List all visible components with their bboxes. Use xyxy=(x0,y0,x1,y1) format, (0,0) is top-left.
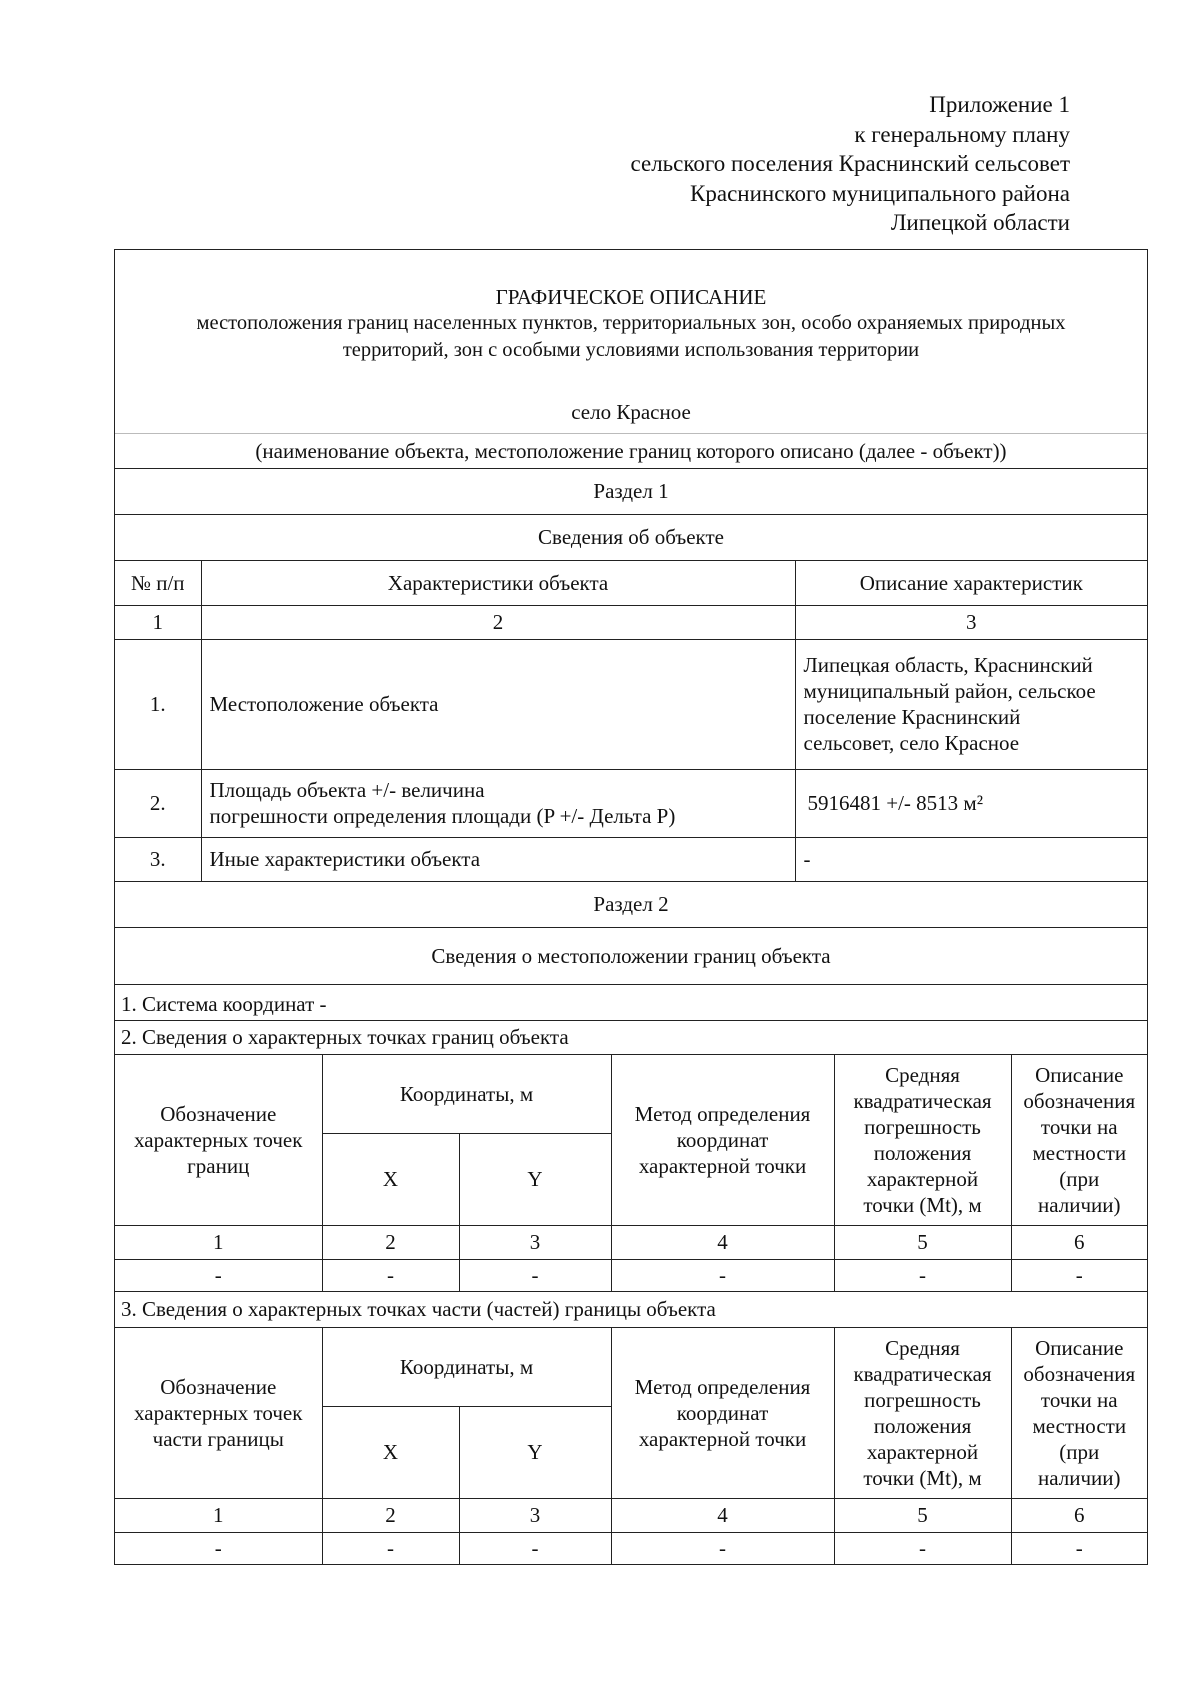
row-characteristic xyxy=(201,639,795,769)
col-header-x: X xyxy=(322,1133,459,1225)
cell-line: муниципальный район, сельское xyxy=(803,679,1096,703)
table-cell: - xyxy=(834,1259,1011,1291)
table-row xyxy=(115,837,1147,881)
cell-line: погрешности определения площади (P +/- Дельта P) xyxy=(209,804,676,828)
table-cell: - xyxy=(1011,1259,1147,1291)
document-frame xyxy=(114,249,1148,1565)
row-number: 1. xyxy=(115,639,201,769)
cell-line: сельсовет, село Красное xyxy=(803,731,1020,755)
object-name: село Красное xyxy=(571,400,691,424)
section2-label: Раздел 2 xyxy=(115,882,1147,928)
document-subtitle-2: территорий, зон с особыми условиями использования территории xyxy=(342,339,920,361)
col-header-method: Метод определения координат характерной точки xyxy=(611,1055,834,1225)
title-block xyxy=(115,250,1147,434)
boundary-parts-table-wrap xyxy=(115,1328,1147,1564)
col-header-point-label: Обозначение характерных точек границ xyxy=(115,1055,322,1225)
table-cell: - xyxy=(322,1532,459,1564)
col-header-characteristics: Характеристики объекта xyxy=(201,561,795,605)
col-number: 5 xyxy=(834,1498,1011,1532)
col-header-coordinates: Координаты, м xyxy=(322,1328,611,1406)
col-number: 2 xyxy=(201,605,795,639)
cell-line: поселение Краснинский xyxy=(803,705,1021,729)
cell-line: 5916481 +/- 8513 м² xyxy=(807,791,984,815)
appendix-header xyxy=(631,90,1071,238)
col-number: 1 xyxy=(115,605,201,639)
col-header-y: Y xyxy=(459,1133,611,1225)
row-characteristic xyxy=(201,837,795,881)
table-row xyxy=(115,1532,1147,1564)
col-number: 6 xyxy=(1011,1225,1147,1259)
section2-title: Сведения о местоположении границ объекта xyxy=(115,928,1147,985)
cell-line: - xyxy=(803,847,811,872)
col-number: 3 xyxy=(795,605,1147,639)
col-number: 3 xyxy=(459,1225,611,1259)
cell-line: Липецкая область, Краснинский xyxy=(803,653,1093,677)
col-number: 4 xyxy=(611,1225,834,1259)
col-header-coordinates: Координаты, м xyxy=(322,1055,611,1133)
col-header-point-description: Описание обозначения точки на местности (при наличии) xyxy=(1011,1328,1147,1498)
boundary-points-table-wrap xyxy=(115,1055,1147,1292)
col-number: 4 xyxy=(611,1498,834,1532)
col-header-error: Средняя квадратическая погрешность положения характерной точки (Mt), м xyxy=(834,1328,1011,1498)
boundary-points-table xyxy=(115,1055,1147,1291)
col-number: 5 xyxy=(834,1225,1011,1259)
object-caption: (наименование объекта, местоположение границ которого описано (далее - объект)) xyxy=(115,434,1147,469)
col-number: 1 xyxy=(115,1225,322,1259)
document-subtitle-1: местоположения границ населенных пунктов, территориальных зон, особо охраняемых природных xyxy=(196,312,1066,334)
col-header-num: № п/п xyxy=(115,561,201,605)
col-header-error: Средняя квадратическая погрешность положения характерной точки (Mt), м xyxy=(834,1055,1011,1225)
appendix-line-4: Краснинского муниципального района xyxy=(690,180,1070,206)
boundary-parts-table xyxy=(115,1328,1147,1564)
col-header-method: Метод определения координат характерной точки xyxy=(611,1328,834,1498)
row-description xyxy=(795,769,1147,837)
section1-title: Сведения об объекте xyxy=(115,515,1147,561)
row-description xyxy=(795,639,1147,769)
appendix-line-5: Липецкой области xyxy=(890,210,1070,235)
col-header-description: Описание характеристик xyxy=(795,561,1147,605)
object-info-table-wrap xyxy=(115,561,1147,882)
table-cell: - xyxy=(459,1259,611,1291)
table-row xyxy=(115,1259,1147,1291)
col-header-point-description: Описание обозначения точки на местности (при наличии) xyxy=(1011,1055,1147,1225)
appendix-line-3: сельского поселения Краснинский сельсовет xyxy=(630,151,1070,176)
col-number: 2 xyxy=(322,1225,459,1259)
row-number: 3. xyxy=(115,837,201,881)
cell-line: Иные характеристики объекта xyxy=(209,847,481,872)
table-cell: - xyxy=(834,1532,1011,1564)
row-characteristic xyxy=(201,769,795,837)
col-number: 2 xyxy=(322,1498,459,1532)
col-header-x: X xyxy=(322,1406,459,1498)
section1-label: Раздел 1 xyxy=(115,469,1147,515)
appendix-line-2: к генеральному плану xyxy=(854,121,1070,147)
row-number: 2. xyxy=(115,769,201,837)
table-cell: - xyxy=(1011,1532,1147,1564)
table-cell: - xyxy=(115,1259,322,1291)
table-cell: - xyxy=(322,1259,459,1291)
table-row xyxy=(115,639,1147,769)
table-cell: - xyxy=(611,1259,834,1291)
col-number: 3 xyxy=(459,1498,611,1532)
table-cell: - xyxy=(611,1532,834,1564)
cell-line: Местоположение объекта xyxy=(209,692,439,716)
col-number: 1 xyxy=(115,1498,322,1532)
table-cell: - xyxy=(115,1532,322,1564)
coordinate-system: 1. Система координат - xyxy=(115,985,1147,1021)
col-header-y: Y xyxy=(459,1406,611,1498)
appendix-line-1: Приложение 1 xyxy=(929,92,1070,117)
table-row xyxy=(115,769,1147,837)
boundary-parts-title: 3. Сведения о характерных точках части (частей) границы объекта xyxy=(115,1292,1147,1328)
object-info-table xyxy=(115,561,1147,881)
col-number: 6 xyxy=(1011,1498,1147,1532)
boundary-points-title: 2. Сведения о характерных точках границ объекта xyxy=(115,1021,1147,1055)
row-description xyxy=(795,837,1147,881)
col-header-point-label: Обозначение характерных точек части границы xyxy=(115,1328,322,1498)
cell-line: Площадь объекта +/- величина xyxy=(209,778,485,802)
table-cell: - xyxy=(459,1532,611,1564)
document-title: ГРАФИЧЕСКОЕ ОПИСАНИЕ xyxy=(495,285,767,309)
